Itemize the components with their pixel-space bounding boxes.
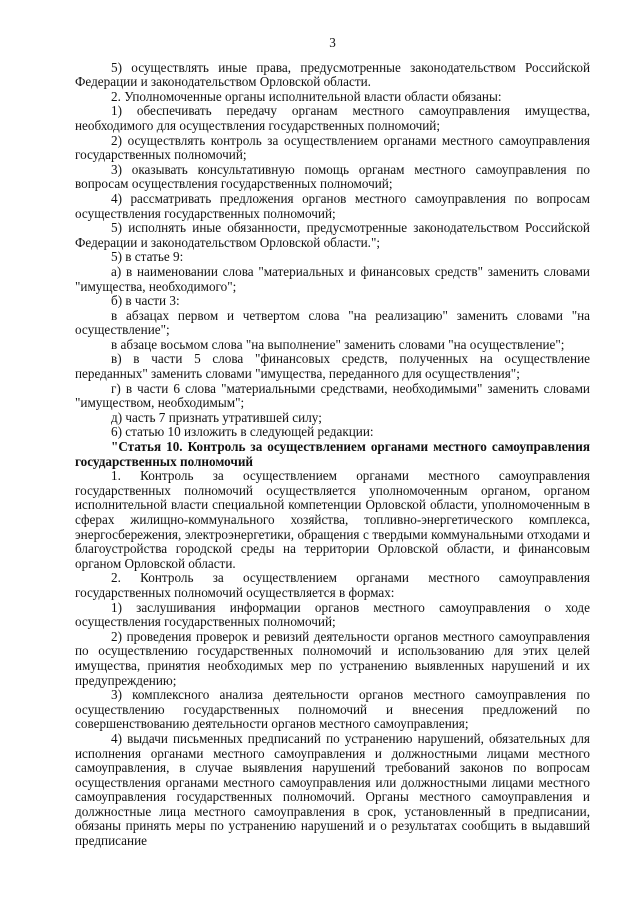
paragraph: 1. Контроль за осуществлением органами местного самоуправления государственных полномочий осуществляется уполномоченным органом, органом исполнительной власти специальной компетенции Орловской области, уполномоченным в сферах жилищно-коммунального хозяйства, топливно-энергетического комплекса, энергосбережения, электроэнергетики, обращения с твердыми коммунальными отходами и благоустройства городской среды на территории Орловской области, и финансовым органом Орловской области. bbox=[75, 468, 590, 571]
paragraph: 2) проведения проверок и ревизий деятельности органов местного самоуправления по осуществлению государственных полномочий и использованию для этих целей имущества, принятия необходимых мер по устранению выявленных нарушений и их предупреждению; bbox=[75, 628, 590, 688]
paragraph: в абзаце восьмом слова "на выполнение" заменить словами "на осуществление"; bbox=[111, 336, 565, 352]
paragraph: 2) осуществлять контроль за осуществлением органами местного самоуправления государственных полномочий; bbox=[75, 132, 590, 163]
paragraph: 3) оказывать консультативную помощь органам местного самоуправления по вопросам осуществления государственных полномочий; bbox=[75, 161, 590, 192]
document-body bbox=[75, 61, 590, 849]
paragraph: 1) заслушивания информации органов местного самоуправления о ходе осуществления государственных полномочий; bbox=[75, 599, 590, 630]
paragraph: 1) обеспечивать передачу органам местного самоуправления имущества, необходимого для осуществления государственных полномочий; bbox=[75, 103, 590, 133]
paragraph: 2. Контроль за осуществлением органами местного самоуправления государственных полномочий осуществляется в формах: bbox=[75, 570, 590, 600]
paragraph: 5) исполнять иные обязанности, предусмотренные законодательством Российской Федерации и законодательством Орловской области."; bbox=[75, 220, 590, 250]
paragraph: 5) осуществлять иные права, предусмотренные законодательством Российской Федерации и законодательством Орловской области. bbox=[75, 59, 590, 90]
paragraph: в) в части 5 слова "финансовых средств, полученных на осуществление переданных" заменить словами "имущества, переданного для осуществления"; bbox=[75, 351, 590, 382]
paragraph: 5) в статье 9: bbox=[111, 249, 184, 265]
paragraph: в абзацах первом и четвертом слова "на реализацию" заменить словами "на осуществление"; bbox=[75, 307, 590, 338]
paragraph: б) в части 3: bbox=[111, 293, 180, 309]
paragraph: г) в части 6 слова "материальными средствами, необходимыми" заменить словами "имуществом, необходимым"; bbox=[75, 380, 590, 411]
paragraph: 6) статью 10 изложить в следующей редакции: bbox=[111, 424, 374, 440]
paragraph: 2. Уполномоченные органы исполнительной власти области обязаны: bbox=[111, 88, 502, 104]
paragraph: 3) комплексного анализа деятельности органов местного самоуправления по осуществлению государственных полномочий и внесения предложений по совершенствованию деятельности органов местного самоуправления; bbox=[75, 687, 590, 732]
paragraph: д) часть 7 признать утратившей силу; bbox=[111, 409, 322, 425]
paragraph: 4) выдачи письменных предписаний по устранению нарушений, обязательных для исполнения органами местного самоуправления и должностными лицами местного самоуправления, в случае выявления нарушений требований законов по вопросам осуществления органами местного самоуправления или должностными лицами местного самоуправления государственных полномочий. Органы местного самоуправления и должностные лица местного самоуправления в срок, установленный в предписании, обязаны принять меры по устранению нарушений и о результатах сообщить в выдавший предписание bbox=[75, 730, 590, 849]
paragraph: а) в наименовании слова "материальных и финансовых средств" заменить словами "имущества, необходимого"; bbox=[75, 263, 590, 294]
page-number: 3 bbox=[329, 35, 336, 50]
article-heading: "Статья 10. Контроль за осуществлением органами местного самоуправления государственных полномочий bbox=[75, 439, 590, 469]
paragraph: 4) рассматривать предложения органов местного самоуправления по вопросам осуществления государственных полномочий; bbox=[75, 190, 590, 221]
